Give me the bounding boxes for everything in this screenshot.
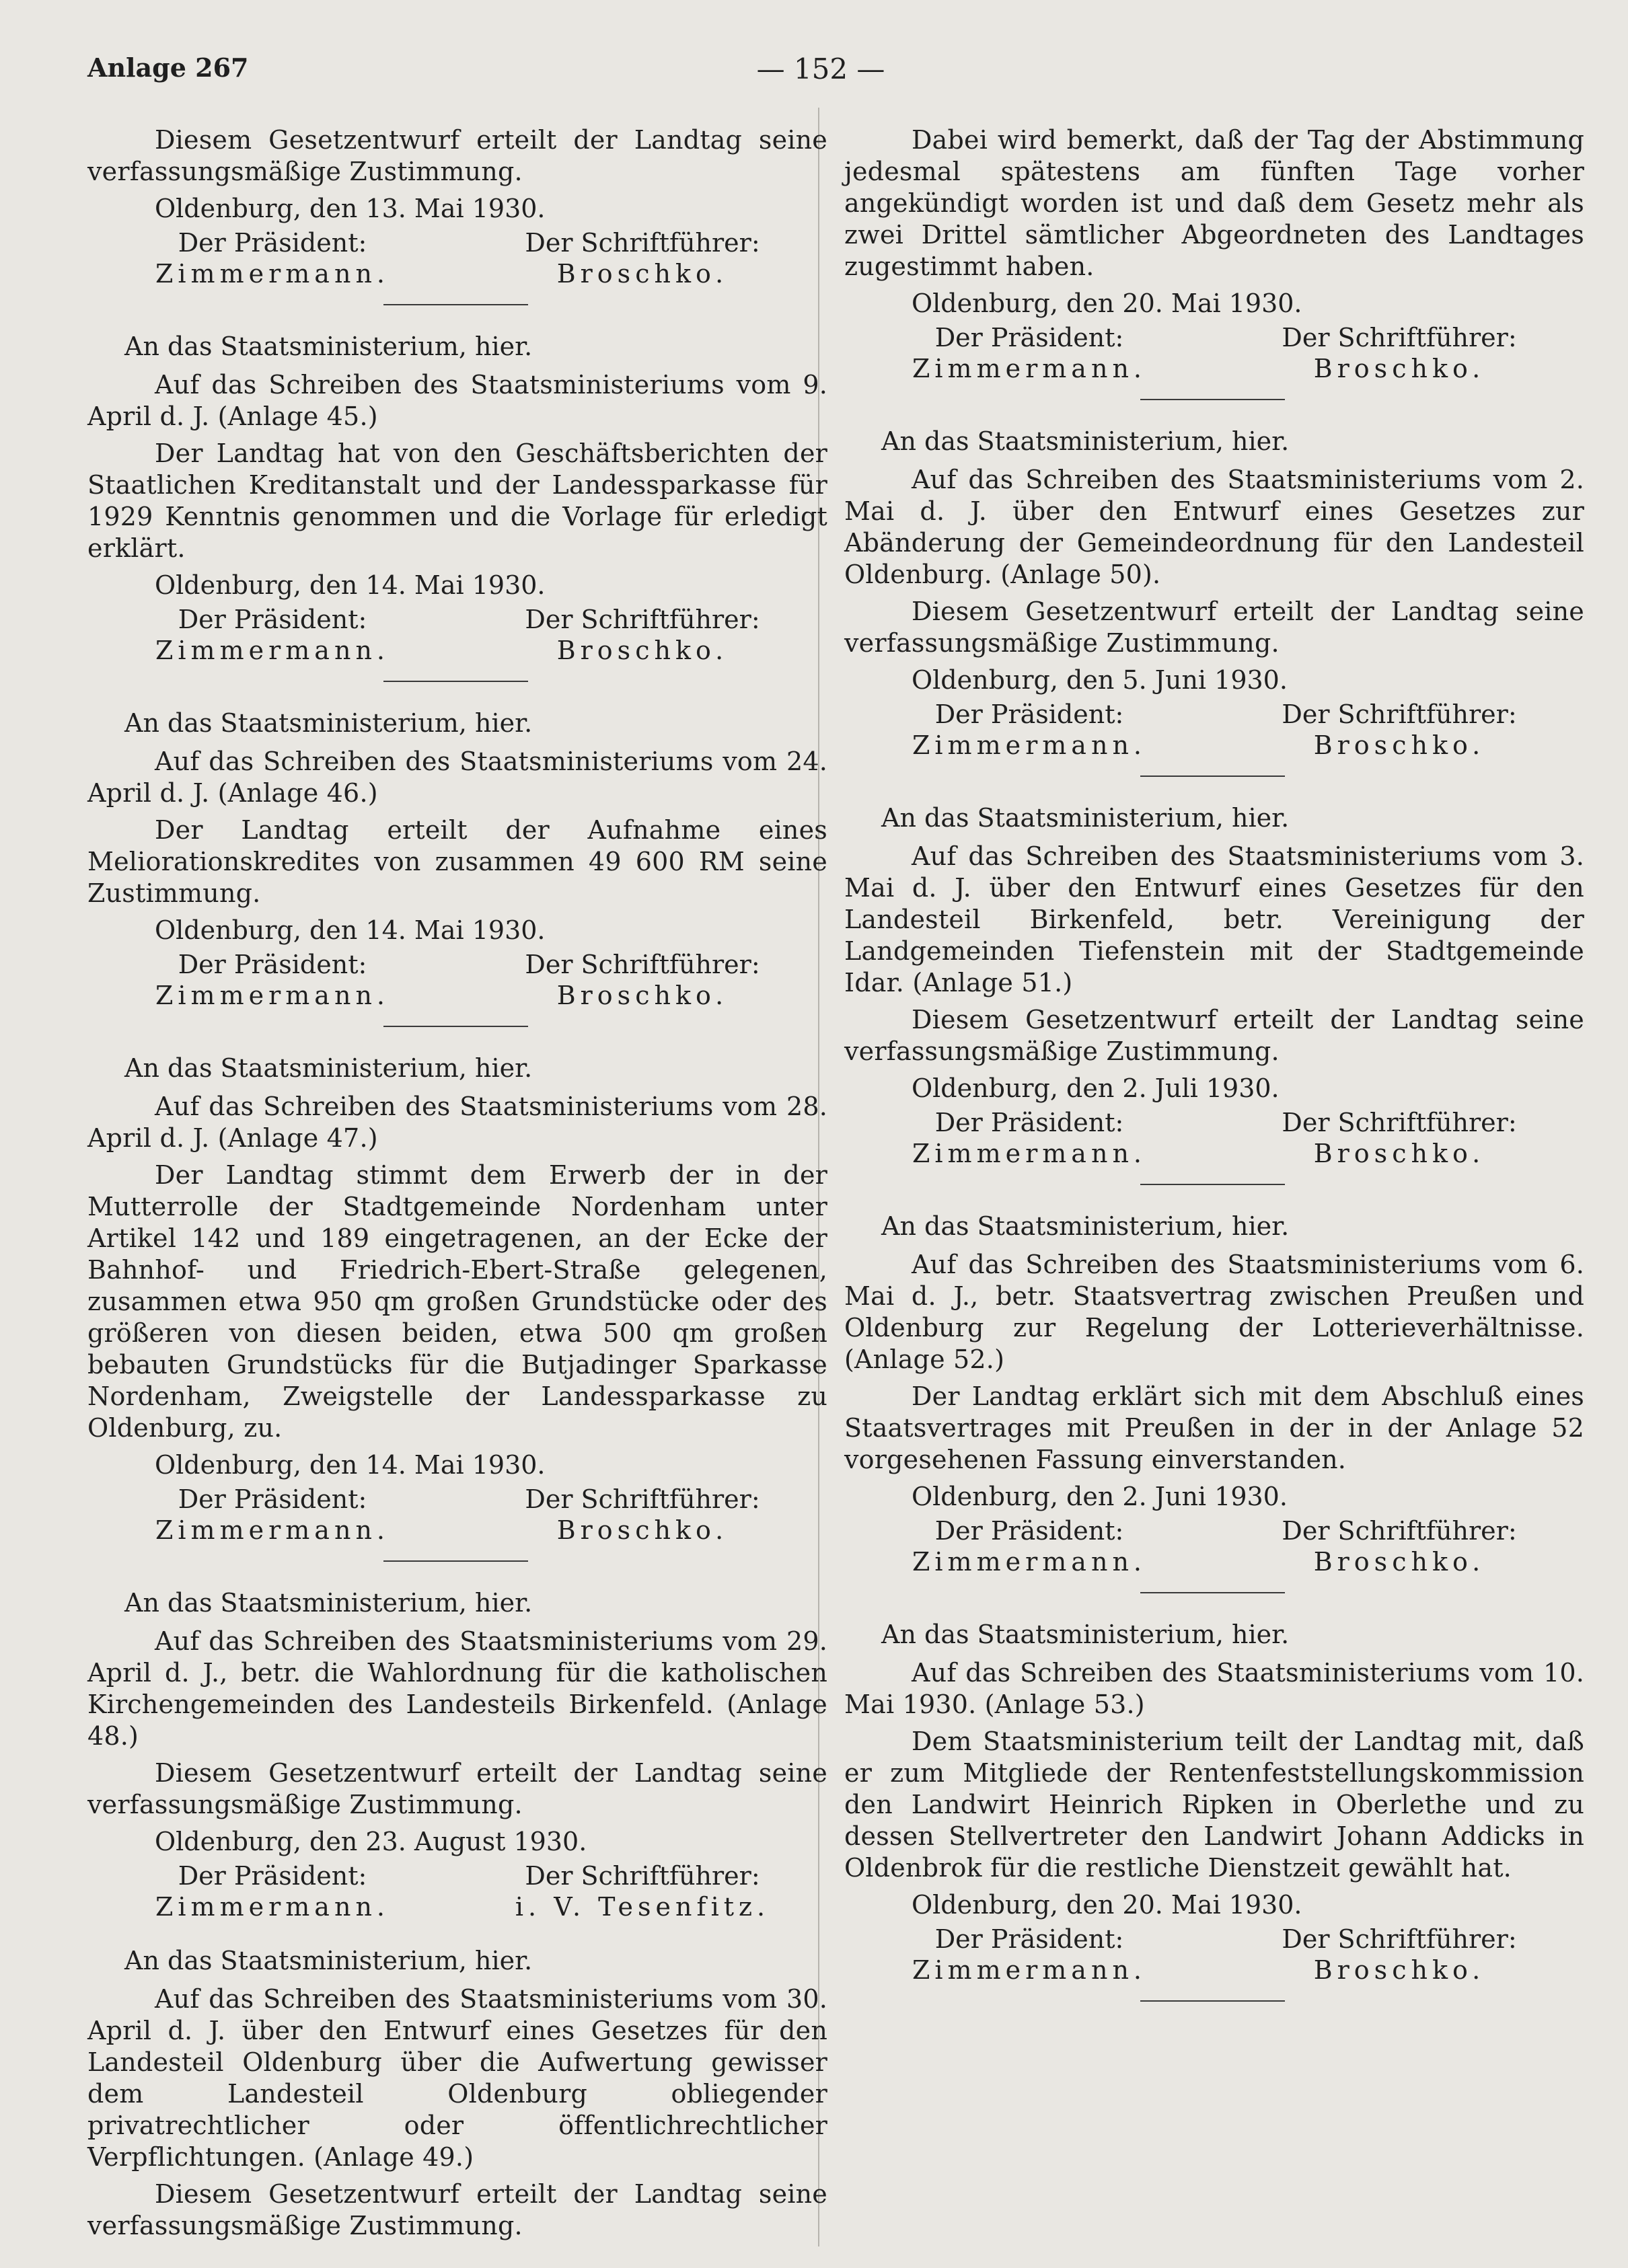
resolution-block — [844, 426, 1584, 777]
signature-labels — [844, 699, 1584, 730]
president-label: Der Präsident: — [178, 950, 367, 979]
section-separator — [383, 1560, 528, 1562]
resolution-date: Oldenburg, den 23. August 1930. — [155, 1827, 587, 1856]
signature-labels — [844, 322, 1584, 353]
section-separator — [383, 1026, 528, 1027]
president-name: Zimmermann. — [912, 1139, 1146, 1168]
reference-text: Auf das Schreiben des Staatsministeriums vom 24. April d. J. (Anlage 46.) — [87, 747, 827, 808]
president-name: Zimmermann. — [155, 981, 390, 1010]
anlage-label: Anlage 267 — [87, 52, 249, 83]
resolution-date: Oldenburg, den 14. Mai 1930. — [155, 915, 546, 945]
page-number: — 152 — — [756, 52, 885, 85]
signature-names — [87, 980, 827, 1011]
reference-text: Auf das Schreiben des Staatsministeriums vom 10. Mai 1930. (Anlage 53.) — [844, 1658, 1584, 1719]
president-name: Zimmermann. — [155, 636, 390, 665]
secretary-label: Der Schriftführer: — [1282, 1516, 1517, 1546]
section-separator — [1140, 1184, 1285, 1185]
president-label: Der Präsident: — [934, 1108, 1124, 1137]
signature-names — [87, 1891, 827, 1922]
resolution-text: Der Landtag stimmt dem Erwerb der in der Mutterrolle der Stadtgemeinde Nordenham unter Artikel 142 und 189 eingetragenen, an der Ecke der Bahnhof- und Friedrich-Ebert-Straße gelegenen, zusammen etwa 950 qm großen Grundstücke oder des größeren von diesen beiden, etwa 500 qm großen bebauten Grundstücks für die Butjadinger Sparkasse Nordenham, Zweigstelle der Landessparkasse zu Oldenburg, zu. — [87, 1160, 827, 1443]
signature-names — [844, 353, 1584, 384]
section-separator — [1140, 2000, 1285, 2002]
resolution-text: Dem Staatsministerium teilt der Landtag mit, daß er zum Mitgliede der Rentenfeststellungskommission den Landwirt Heinrich Ripken in Oberlethe und zu dessen Stellvertreter den Landwirt Johann Addicks in Oldenbrok für die restliche Dienstzeit gewählt hat. — [844, 1727, 1584, 1883]
resolution-text: Diesem Gesetzentwurf erteilt der Landtag seine verfassungsmäßige Zustimmung. — [844, 597, 1584, 658]
reference-text: Auf das Schreiben des Staatsministeriums vom 9. April d. J. (Anlage 45.) — [87, 370, 827, 431]
president-name: Zimmermann. — [912, 354, 1146, 383]
president-label: Der Präsident: — [934, 700, 1124, 729]
section-separator — [1140, 1592, 1285, 1593]
president-label: Der Präsident: — [934, 323, 1124, 352]
page-header — [87, 52, 1554, 100]
secretary-label: Der Schriftführer: — [525, 228, 760, 258]
address-line: An das Staatsministerium, hier. — [124, 708, 533, 738]
resolution-text: Diesem Gesetzentwurf erteilt der Landtag seine verfassungsmäßige Zustimmung. — [87, 125, 827, 186]
signature-names — [844, 1138, 1584, 1169]
signature-names — [87, 258, 827, 289]
secretary-label: Der Schriftführer: — [1282, 700, 1517, 729]
resolution-text: Diesem Gesetzentwurf erteilt der Landtag seine verfassungsmäßige Zustimmung. — [844, 1005, 1584, 1066]
signature-labels — [87, 604, 827, 635]
president-name: Zimmermann. — [155, 1515, 390, 1545]
left-column — [87, 124, 827, 2247]
right-column — [844, 124, 1584, 2027]
president-name: Zimmermann. — [912, 1547, 1146, 1577]
president-label: Der Präsident: — [178, 1861, 367, 1891]
address-line: An das Staatsministerium, hier. — [881, 1211, 1290, 1241]
address-line: An das Staatsministerium, hier. — [881, 1620, 1290, 1649]
resolution-block — [87, 708, 827, 1027]
resolution-text: Der Landtag erklärt sich mit dem Abschluß eines Staatsvertrages mit Preußen in der in der Anlage 52 vorgesehenen Fassung einverstanden. — [844, 1382, 1584, 1474]
section-separator — [383, 304, 528, 305]
address-line: An das Staatsministerium, hier. — [124, 1946, 533, 1975]
reference-text: Auf das Schreiben des Staatsministeriums vom 6. Mai d. J., betr. Staatsvertrag zwischen Preußen und Oldenburg zur Regelung der Lotterieverhältnisse. (Anlage 52.) — [844, 1250, 1584, 1374]
signature-names — [844, 1546, 1584, 1577]
president-label: Der Präsident: — [934, 1516, 1124, 1546]
signature-names — [844, 1955, 1584, 1986]
address-line: An das Staatsministerium, hier. — [124, 332, 533, 361]
secretary-label: Der Schriftführer: — [1282, 1924, 1517, 1954]
section-separator — [383, 681, 528, 682]
section-separator — [1140, 399, 1285, 400]
reference-text: Auf das Schreiben des Staatsministeriums vom 3. Mai d. J. über den Entwurf eines Gesetzes für den Landesteil Birkenfeld, betr. Vereinigung der Landgemeinden Tiefenstein mit der Stadtgemeinde Idar. (Anlage 51.) — [844, 841, 1584, 997]
reference-text: Auf das Schreiben des Staatsministeriums vom 29. April d. J., betr. die Wahlordnung für die katholischen Kirchengemeinden des Landesteils Birkenfeld. (Anlage 48.) — [87, 1626, 827, 1751]
secretary-name: Broschko. — [556, 636, 729, 665]
secretary-name: Broschko. — [1313, 354, 1485, 383]
secretary-label: Der Schriftführer: — [525, 605, 760, 634]
resolution-text: Dabei wird bemerkt, daß der Tag der Abstimmung jedesmal spätestens am fünften Tage vorher angekündigt worden ist und daß dem Gesetz mehr als zwei Drittel sämtlicher Abgeordneten des Landtages zugestimmt haben. — [844, 125, 1584, 281]
signature-names — [844, 730, 1584, 761]
secretary-label: Der Schriftführer: — [525, 1484, 760, 1514]
secretary-name: i. V. Tesenfitz. — [515, 1892, 770, 1922]
resolution-block — [844, 802, 1584, 1185]
resolution-text: Diesem Gesetzentwurf erteilt der Landtag seine verfassungsmäßige Zustimmung. — [87, 1758, 827, 1819]
secretary-label: Der Schriftführer: — [525, 950, 760, 979]
signature-labels — [87, 227, 827, 258]
president-name: Zimmermann. — [155, 259, 390, 289]
signature-labels — [844, 1515, 1584, 1546]
president-label: Der Präsident: — [178, 1484, 367, 1514]
secretary-name: Broschko. — [1313, 1955, 1485, 1985]
signature-names — [87, 1515, 827, 1546]
resolution-date: Oldenburg, den 13. Mai 1930. — [155, 194, 546, 223]
secretary-label: Der Schriftführer: — [1282, 1108, 1517, 1137]
address-line: An das Staatsministerium, hier. — [881, 803, 1290, 833]
signature-labels — [844, 1924, 1584, 1955]
president-label: Der Präsident: — [178, 605, 367, 634]
secretary-name: Broschko. — [556, 981, 729, 1010]
secretary-name: Broschko. — [556, 1515, 729, 1545]
resolution-block — [87, 331, 827, 682]
resolution-text: Diesem Gesetzentwurf erteilt der Landtag seine verfassungsmäßige Zustimmung. — [87, 2179, 827, 2240]
president-name: Zimmermann. — [155, 1892, 390, 1922]
president-name: Zimmermann. — [912, 1955, 1146, 1985]
resolution-text: Der Landtag erteilt der Aufnahme eines Meliorationskredites von zusammen 49 600 RM seine Zustimmung. — [87, 815, 827, 908]
address-line: An das Staatsministerium, hier. — [124, 1053, 533, 1083]
reference-text: Auf das Schreiben des Staatsministeriums vom 2. Mai d. J. über den Entwurf eines Gesetzes zur Abänderung der Gemeindeordnung für den Landesteil Oldenburg. (Anlage 50). — [844, 465, 1584, 589]
signature-names — [87, 635, 827, 666]
resolution-date: Oldenburg, den 2. Juli 1930. — [912, 1073, 1280, 1103]
signature-labels — [87, 1484, 827, 1515]
secretary-name: Broschko. — [556, 259, 729, 289]
reference-text: Auf das Schreiben des Staatsministeriums vom 28. April d. J. (Anlage 47.) — [87, 1092, 827, 1153]
resolution-date: Oldenburg, den 20. Mai 1930. — [912, 289, 1302, 318]
section-separator — [1140, 776, 1285, 777]
resolution-block — [87, 1053, 827, 1562]
resolution-text: Der Landtag hat von den Geschäftsberichten der Staatlichen Kreditanstalt und der Landessparkasse für 1929 Kenntnis genommen und die Vorlage für erledigt erklärt. — [87, 439, 827, 563]
reference-text: Auf das Schreiben des Staatsministeriums vom 30. April d. J. über den Entwurf eines Gesetzes für den Landesteil Oldenburg über die Aufwertung gewisser dem Landesteil Oldenburg obliegender privatrechtlicher oder öffentlichrechtlicher Verpflichtungen. (Anlage 49.) — [87, 1984, 827, 2172]
resolution-block — [87, 1587, 827, 1922]
resolution-block — [844, 124, 1584, 400]
resolution-date: Oldenburg, den 14. Mai 1930. — [155, 570, 546, 600]
resolution-date: Oldenburg, den 20. Mai 1930. — [912, 1890, 1302, 1920]
resolution-block — [844, 1619, 1584, 2002]
address-line: An das Staatsministerium, hier. — [124, 1588, 533, 1618]
signature-labels — [87, 949, 827, 980]
address-line: An das Staatsministerium, hier. — [881, 426, 1290, 456]
secretary-name: Broschko. — [1313, 730, 1485, 760]
resolution-date: Oldenburg, den 14. Mai 1930. — [155, 1450, 546, 1480]
resolution-date: Oldenburg, den 2. Juni 1930. — [912, 1482, 1288, 1511]
resolution-block — [87, 1945, 827, 2242]
resolution-date: Oldenburg, den 5. Juni 1930. — [912, 665, 1288, 695]
resolution-block — [844, 1211, 1584, 1593]
resolution-block — [87, 124, 827, 305]
president-name: Zimmermann. — [912, 730, 1146, 760]
signature-labels — [87, 1860, 827, 1891]
secretary-name: Broschko. — [1313, 1547, 1485, 1577]
president-label: Der Präsident: — [178, 228, 367, 258]
signature-labels — [844, 1107, 1584, 1138]
secretary-name: Broschko. — [1313, 1139, 1485, 1168]
secretary-label: Der Schriftführer: — [525, 1861, 760, 1891]
secretary-label: Der Schriftführer: — [1282, 323, 1517, 352]
president-label: Der Präsident: — [934, 1924, 1124, 1954]
